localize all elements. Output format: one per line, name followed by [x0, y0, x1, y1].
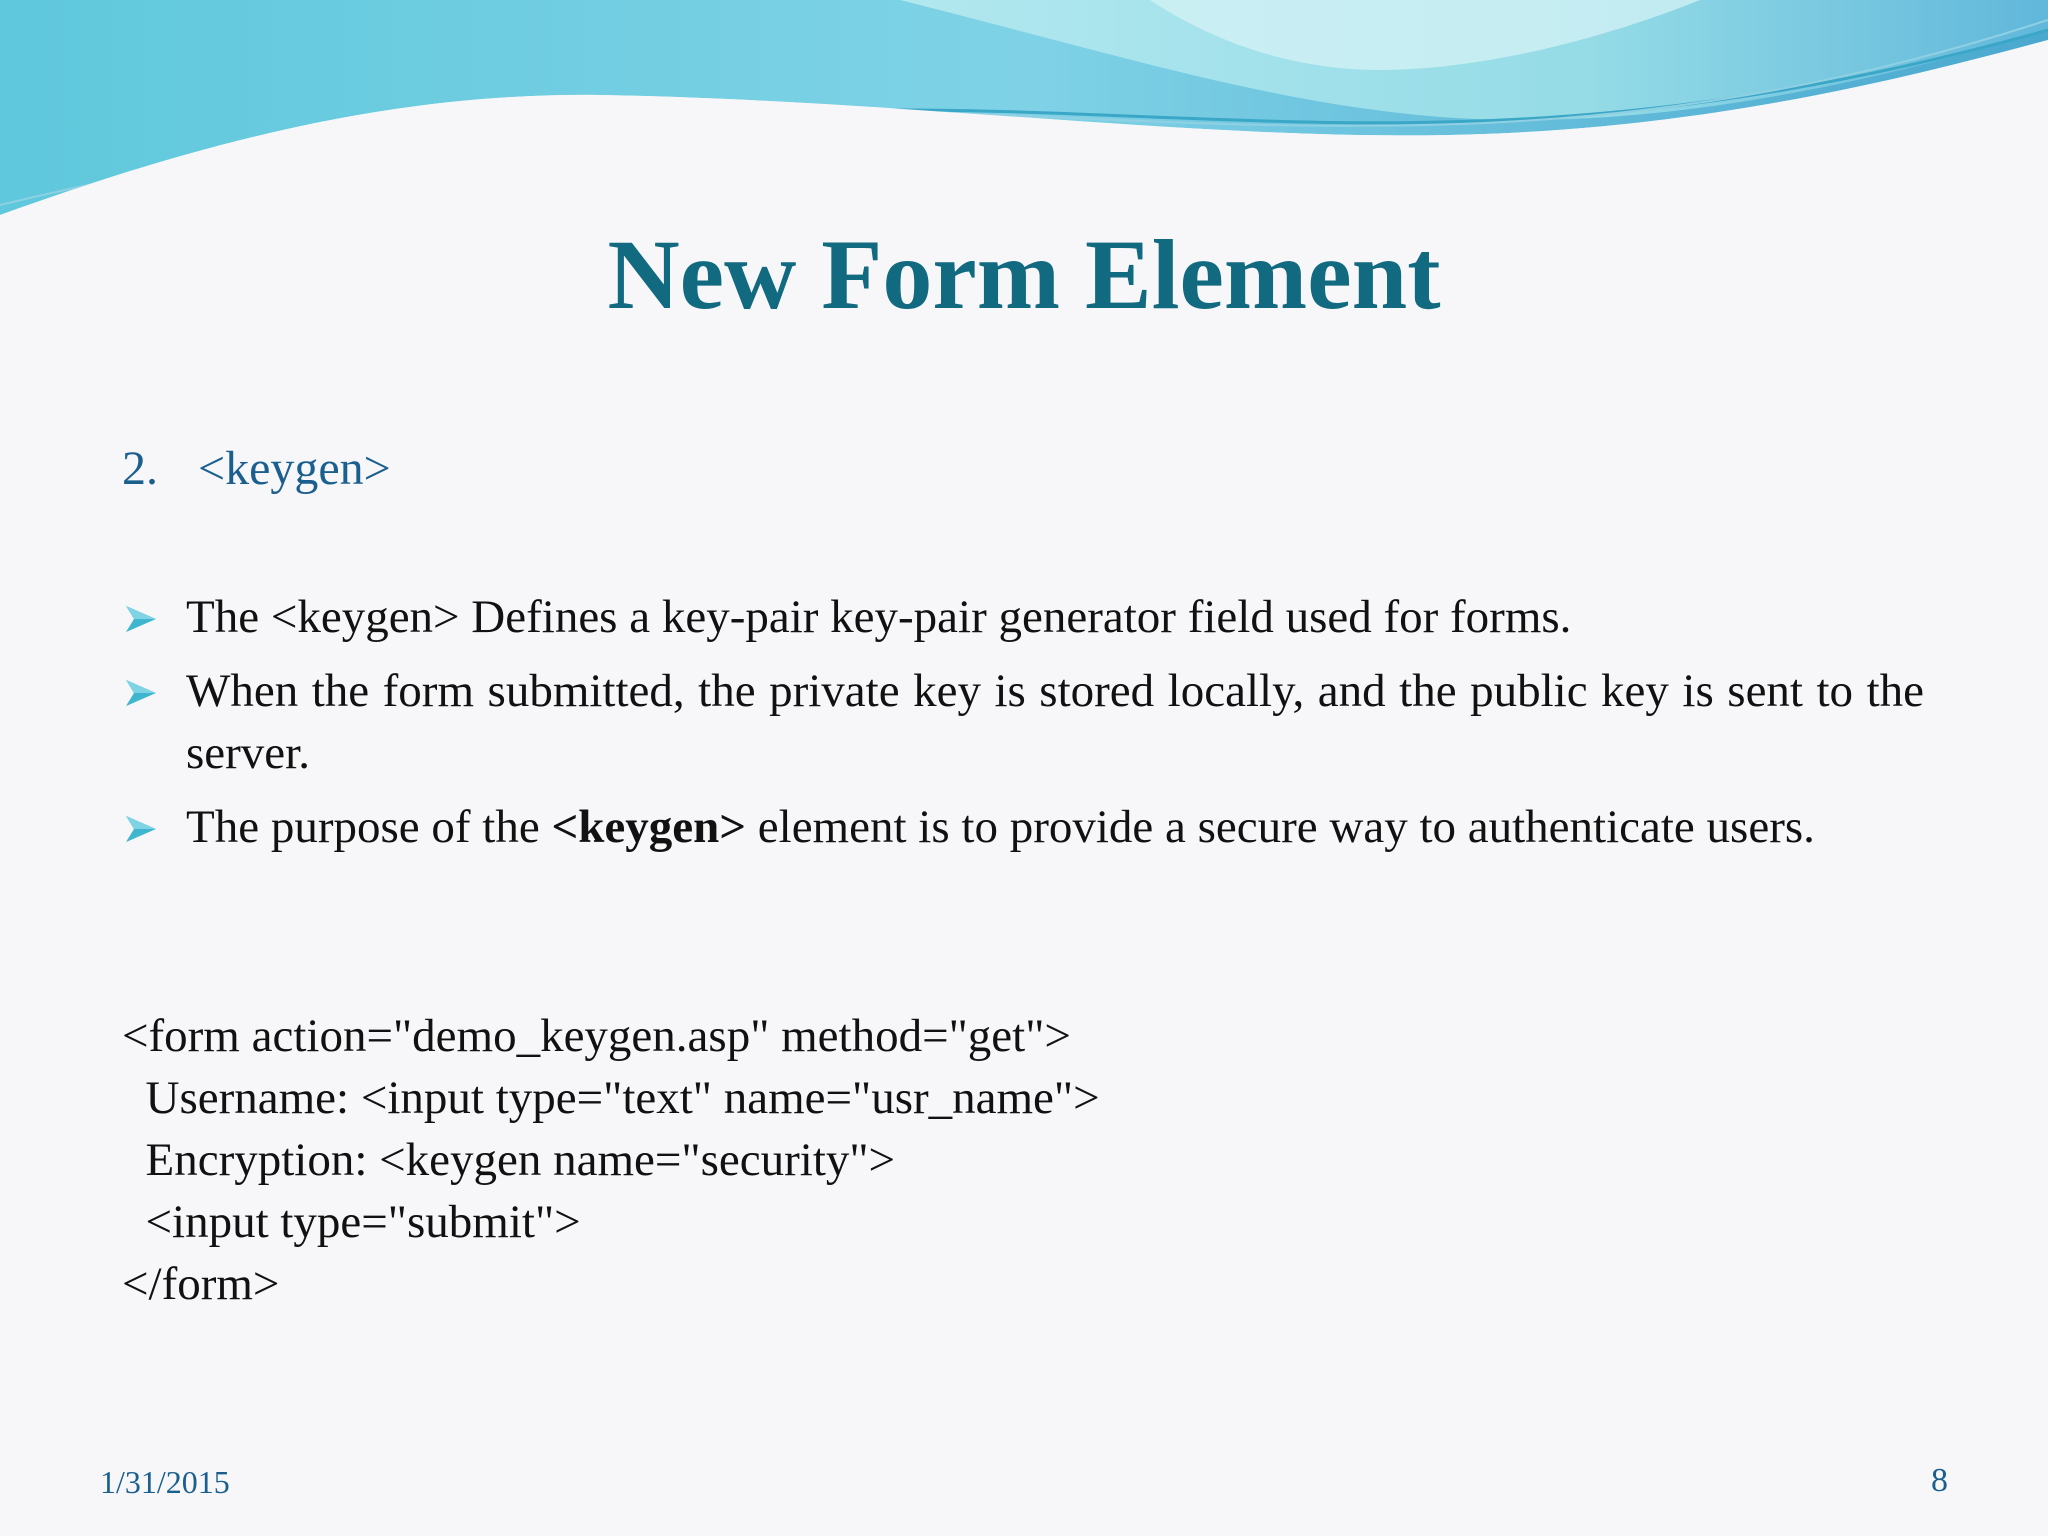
code-example	[122, 1005, 1100, 1315]
arrow-bullet-icon	[124, 678, 158, 708]
slide-title: New Form Element	[607, 219, 1441, 330]
bullet-text: The <keygen> Defines a key-pair key-pair generator field used for forms.	[186, 591, 1572, 643]
bullet-item	[122, 796, 1924, 858]
bullet-text: When the form submitted, the private key is stored locally, and the public key is sent to the server.	[186, 665, 1924, 779]
arrow-bullet-icon	[124, 814, 158, 844]
bullet-item	[122, 586, 1924, 648]
code-line: <input type="submit">	[122, 1196, 581, 1248]
section-heading	[122, 438, 391, 500]
header-wave-decoration	[0, 0, 2048, 240]
code-line: Username: <input type="text" name="usr_name">	[122, 1072, 1100, 1124]
bullet-bold-keyword: <keygen>	[551, 801, 747, 853]
code-line: </form>	[122, 1258, 280, 1310]
code-line: Encryption: <keygen name="security">	[122, 1134, 896, 1186]
section-number: 2.	[122, 442, 158, 495]
bullet-text-before: The purpose of the	[186, 801, 552, 853]
code-line: <form action="demo_keygen.asp" method="get">	[122, 1010, 1071, 1062]
bullet-list	[122, 586, 1924, 870]
bullet-text-after: element is to provide a secure way to authenticate users.	[746, 801, 1815, 853]
footer-date: 1/31/2015	[100, 1464, 230, 1500]
arrow-bullet-icon	[124, 604, 158, 634]
section-heading-text: <keygen>	[198, 442, 391, 495]
page-number: 8	[1931, 1462, 1948, 1499]
bullet-item	[122, 660, 1924, 784]
